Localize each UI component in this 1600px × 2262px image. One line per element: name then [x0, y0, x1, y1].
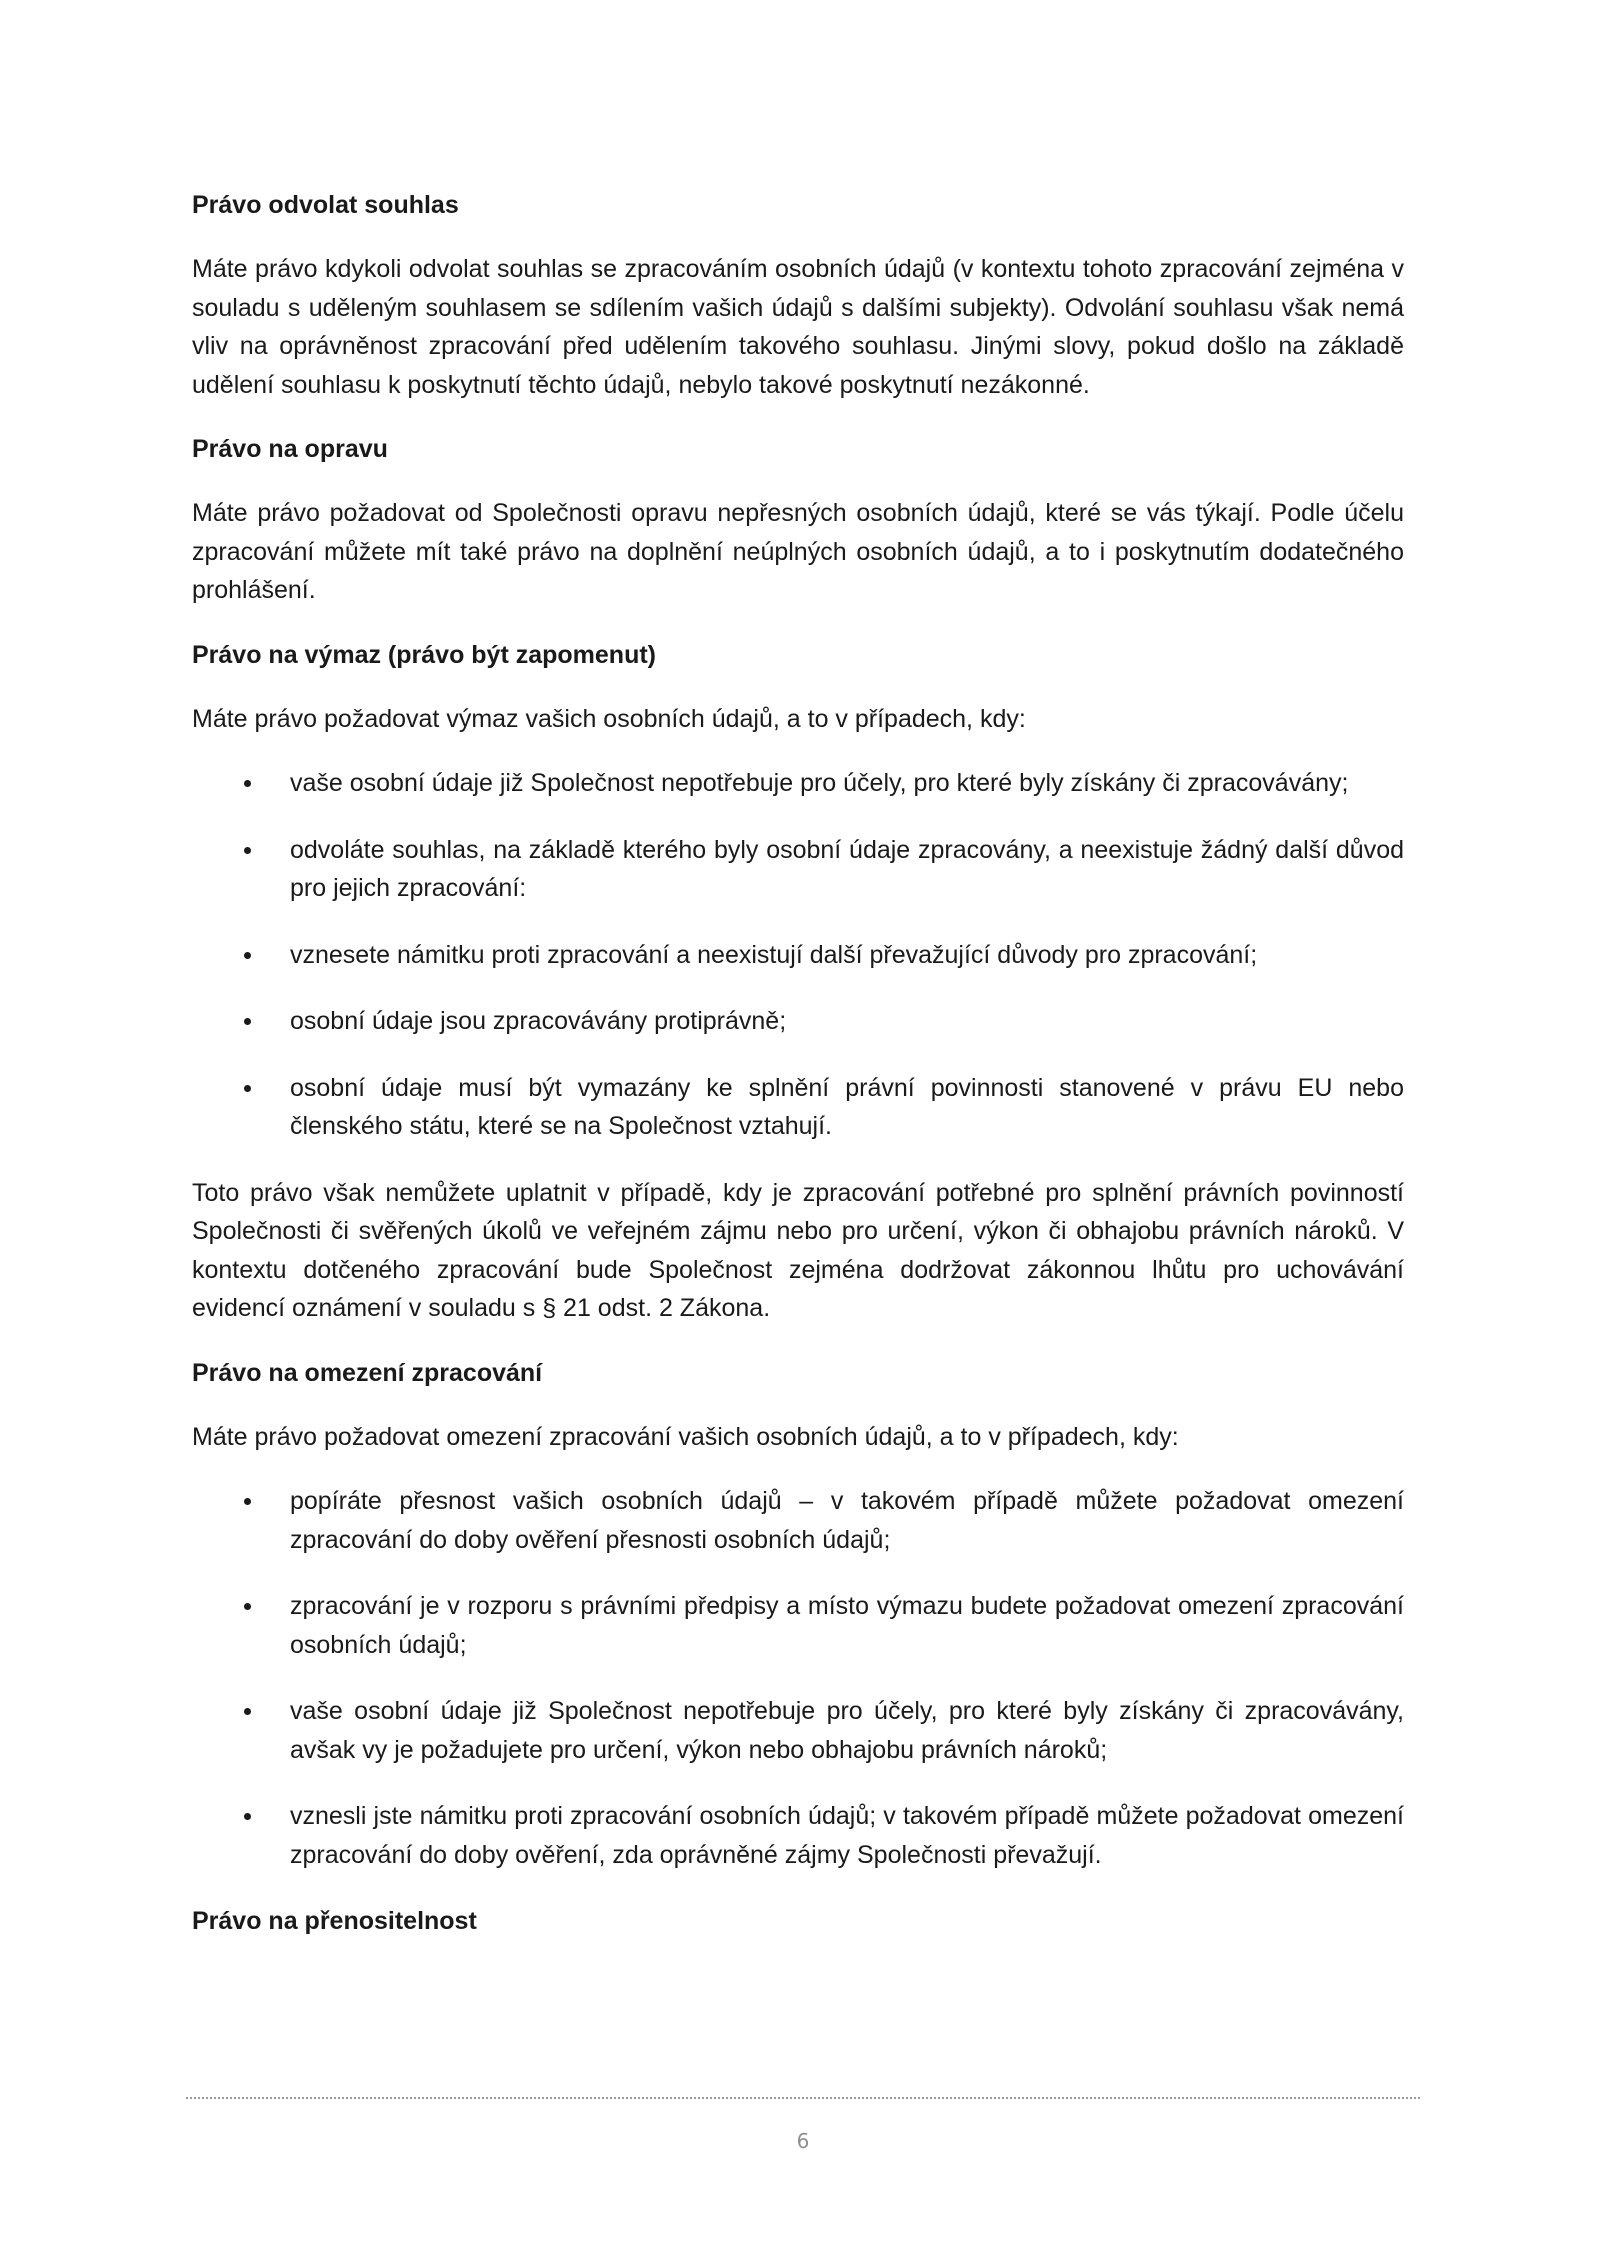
paragraph-outro: Toto právo však nemůžete uplatnit v případě, kdy je zpracování potřebné pro splnění právních povinností Společnosti či svěřených úkolů ve veřejném zájmu nebo pro určení, výkon či obhajobu právních nároků. V kontextu dotčeného zpracování bude Společnost zejména dodržovat zákonnou lhůtu pro uchovávání evidencí oznámení v souladu s § 21 odst. 2 Zákona.	[192, 1178, 1404, 1322]
bullet-icon	[244, 847, 251, 854]
footer-divider	[186, 2097, 1420, 2099]
section-heading-rectification: Právo na opravu	[192, 435, 388, 463]
paragraph: Máte právo požadovat od Společnosti opravu nepřesných osobních údajů, které se vás týkají. Podle účelu zpracování můžete mít také právo na doplnění neúplných osobních údajů, a to i poskytnutím dodatečného prohlášení.	[192, 499, 1404, 604]
section-heading-restriction: Právo na omezení zpracování	[192, 1358, 543, 1387]
list-item	[192, 1692, 1404, 1769]
list-item-text: vaše osobní údaje již Společnost nepotřebuje pro účely, pro které byly získány či zpracovávány, avšak vy je požadujete pro určení, výkon nebo obhajobu právních nároků;	[290, 1697, 1404, 1764]
list-item-text: vznesete námitku proti zpracování a neexistují další převažující důvody pro zpracování;	[290, 940, 1258, 969]
bullet-icon	[244, 1708, 251, 1715]
list-item-text: zpracování je v rozporu s právními předpisy a místo výmazu budete požadovat omezení zpracování osobních údajů;	[290, 1592, 1404, 1659]
paragraph-intro: Máte právo požadovat výmaz vašich osobních údajů, a to v případech, kdy:	[192, 704, 1026, 733]
bullet-icon	[244, 1085, 251, 1092]
bullet-list-restriction	[192, 1482, 1404, 1874]
bullet-icon	[244, 952, 251, 959]
list-item-text: odvoláte souhlas, na základě kterého byly osobní údaje zpracovány, a neexistuje žádný další důvod pro jejich zpracování:	[290, 835, 1404, 902]
bullet-icon	[244, 780, 251, 787]
list-item	[192, 764, 1404, 803]
section-heading-withdraw-consent: Právo odvolat souhlas	[192, 191, 459, 219]
bullet-icon	[244, 1498, 251, 1505]
list-item-text: vznesli jste námitku proti zpracování osobních údajů; v takovém případě můžete požadovat omezení zpracování do doby ověření, zda oprávněné zájmy Společnosti převažují.	[290, 1802, 1404, 1869]
list-item	[192, 1069, 1404, 1146]
list-item	[192, 1587, 1404, 1664]
list-item-text: osobní údaje jsou zpracovávány protiprávně;	[290, 1007, 787, 1035]
section-heading-portability: Právo na přenositelnost	[192, 1907, 477, 1935]
list-item	[192, 831, 1404, 908]
list-item	[192, 1797, 1404, 1874]
paragraph: Máte právo kdykoli odvolat souhlas se zpracováním osobních údajů (v kontextu tohoto zpracování zejména v souladu s uděleným souhlasem se sdílením vašich údajů s dalšími subjekty). Odvolání souhlasu však nemá vliv na oprávněnost zpracování před udělením takového souhlasu. Jinými slovy, pokud došlo na základě udělení souhlasu k poskytnutí těchto údajů, nebylo takové poskytnutí nezákonné.	[192, 255, 1404, 399]
page-number: 6	[796, 2129, 810, 2153]
bullet-icon	[244, 1813, 251, 1820]
bullet-icon	[244, 1603, 251, 1610]
document-body	[192, 186, 1404, 1966]
section-heading-erasure: Právo na výmaz (právo být zapomenut)	[192, 640, 657, 669]
list-item	[192, 1482, 1404, 1559]
list-item-text: osobní údaje musí být vymazány ke splnění právní povinnosti stanovené v právu EU nebo členského státu, které se na Společnost vztahují.	[290, 1073, 1404, 1140]
bullet-list-erasure	[192, 764, 1404, 1146]
list-item-text: popíráte přesnost vašich osobních údajů – v takovém případě můžete požadovat omezení zpracování do doby ověření přesnosti osobních údajů;	[290, 1487, 1404, 1554]
list-item	[192, 936, 1404, 975]
list-item	[192, 1002, 1404, 1041]
bullet-icon	[244, 1018, 251, 1025]
list-item-text: vaše osobní údaje již Společnost nepotřebuje pro účely, pro které byly získány či zpracovávány;	[290, 769, 1349, 797]
paragraph-intro: Máte právo požadovat omezení zpracování vašich osobních údajů, a to v případech, kdy:	[192, 1422, 1179, 1451]
